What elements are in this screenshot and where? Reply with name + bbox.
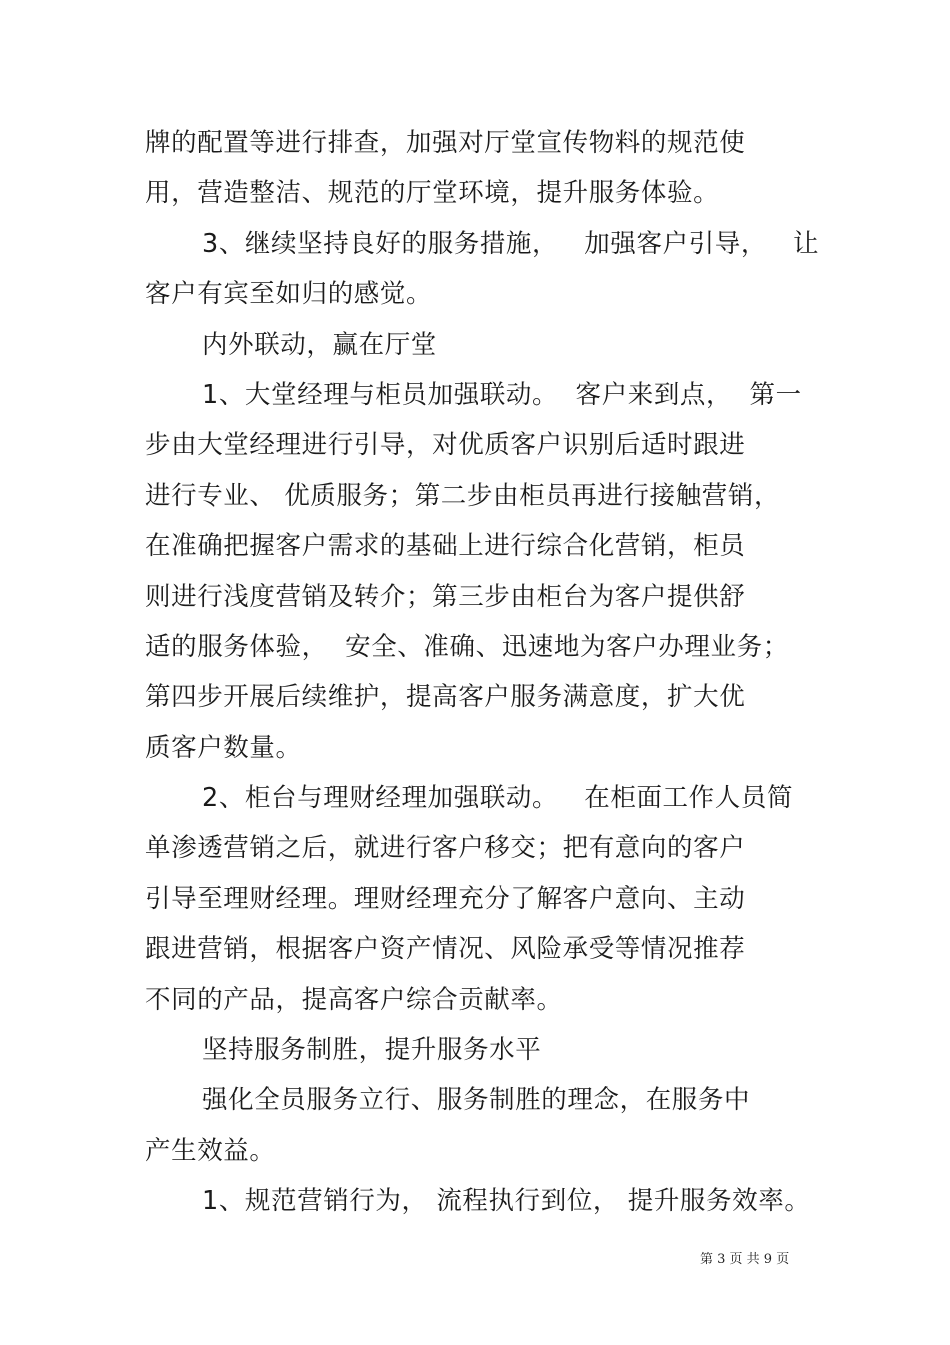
text-line: 引导至理财经理。理财经理充分了解客户意向、主动 bbox=[145, 883, 746, 914]
text-line: 1、规范营销行为， 流程执行到位， 提升服务效率。 bbox=[202, 1186, 811, 1217]
text-line: 2、柜台与理财经理加强联动。 在柜面工作人员简 bbox=[202, 783, 794, 814]
text-line: 坚持服务制胜，提升服务水平 bbox=[202, 1035, 542, 1066]
text-line: 第四步开展后续维护，提高客户服务满意度，扩大优 bbox=[145, 682, 746, 713]
text-line: 步由大堂经理进行引导，对优质客户识别后适时跟进 bbox=[145, 430, 746, 461]
text-line: 用，营造整洁、规范的厅堂环境，提升服务体验。 bbox=[145, 178, 720, 209]
text-line: 不同的产品，提高客户综合贡献率。 bbox=[145, 984, 563, 1015]
text-line: 进行专业、 优质服务；第二步由柜员再进行接触营销， bbox=[145, 480, 781, 511]
text-line: 牌的配置等进行排查，加强对厅堂宣传物料的规范使 bbox=[145, 128, 746, 158]
text-line: 1、大堂经理与柜员加强联动。 客户来到点， 第一 bbox=[202, 379, 802, 410]
text-line: 内外联动，赢在厅堂 bbox=[202, 329, 437, 360]
text-line: 适的服务体验， 安全、准确、迅速地为客户办理业务； bbox=[145, 631, 789, 662]
body-text bbox=[145, 118, 820, 1227]
text-line: 跟进营销，根据客户资产情况、风险承受等情况推荐 bbox=[145, 934, 746, 965]
page-number: 第 3 页 共 9 页 bbox=[700, 1252, 790, 1267]
text-line: 质客户数量。 bbox=[145, 732, 302, 763]
text-line: 产生效益。 bbox=[145, 1135, 276, 1166]
text-line: 3、继续坚持良好的服务措施， 加强客户引导， 让 bbox=[202, 228, 820, 259]
text-line: 强化全员服务立行、服务制胜的理念，在服务中 bbox=[202, 1085, 751, 1116]
text-line: 则进行浅度营销及转介；第三步由柜台为客户提供舒 bbox=[145, 581, 746, 612]
text-line: 单渗透营销之后，就进行客户移交；把有意向的客户 bbox=[145, 833, 746, 864]
text-line: 在准确把握客户需求的基础上进行综合化营销，柜员 bbox=[145, 531, 746, 562]
text-line: 客户有宾至如归的感觉。 bbox=[145, 279, 433, 310]
